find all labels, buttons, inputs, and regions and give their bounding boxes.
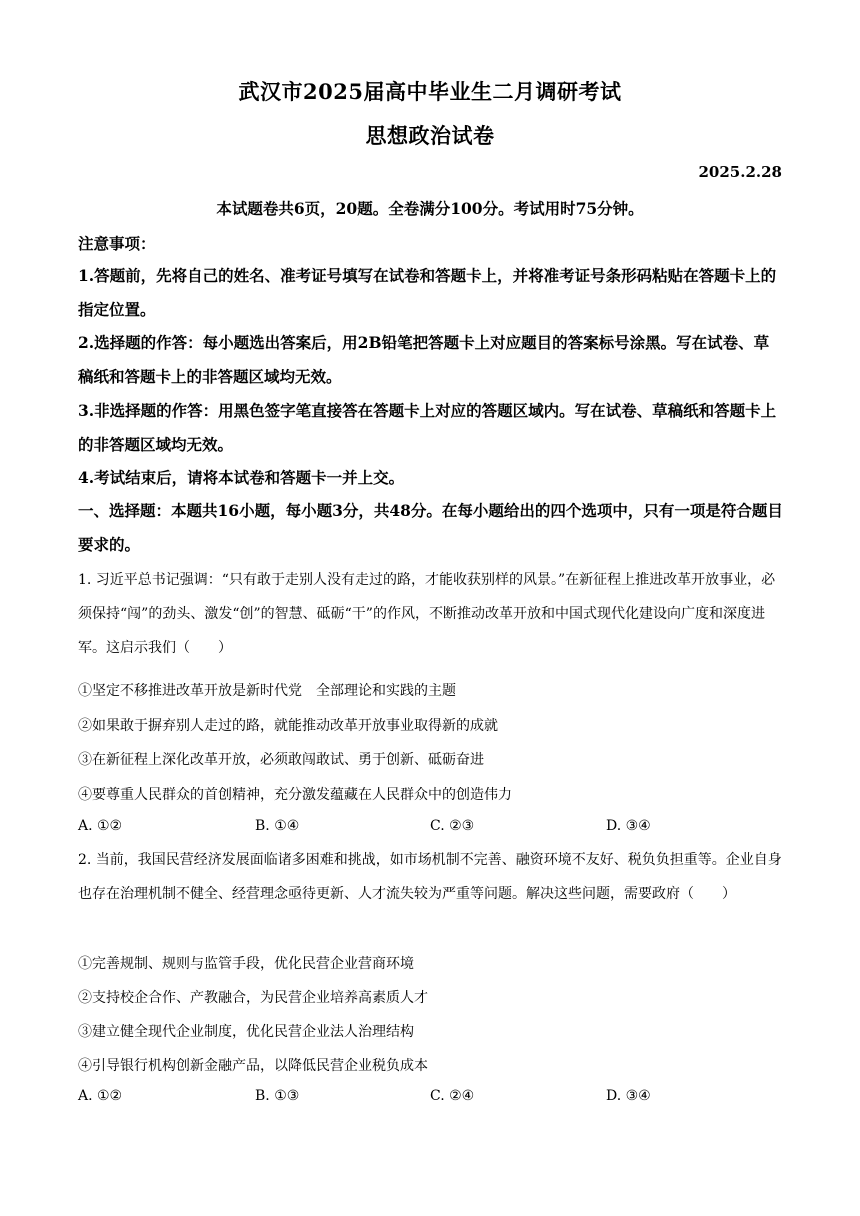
note-item-4: 4.考试结束后，请将本试卷和答题卡一并上交。 bbox=[78, 468, 405, 487]
question-2-statement-4: ④引导银行机构创新金融产品，以降低民营企业税负成本 bbox=[78, 1058, 428, 1074]
note-item-3: 3.非选择题的作答：用黑色签字笔直接答在答题卡上对应的答题区域内。写在试卷、草稿纸和答题卡上的非答题区域均无效。 bbox=[78, 401, 777, 454]
question-2-stem: 2. 当前，我国民营经济发展面临诸多困难和挑战，如市场机制不完善、融资环境不友好、税负负担重等。企业自身也存在治理机制不健全、经营理念亟待更新、人才流失较为严重等问题。解决这些问题，需要政府（ ） bbox=[78, 852, 782, 902]
exam-title: 武汉市2025届高中毕业生二月调研考试 bbox=[238, 79, 622, 104]
question-1-statement-1: ①坚定不移推进改革开放是新时代党 全部理论和实践的主题 bbox=[78, 683, 456, 699]
note-item-1: 1.答题前，先将自己的姓名、准考证号填写在试卷和答题卡上，并将准考证号条形码粘贴在答题卡上的指定位置。 bbox=[78, 266, 777, 319]
question-2-option-c: C. ②④ bbox=[430, 1088, 475, 1104]
question-1-option-c: C. ②③ bbox=[430, 818, 475, 834]
question-2-option-d: D. ③④ bbox=[606, 1088, 651, 1104]
question-2-statement-2: ②支持校企合作、产教融合，为民营企业培养高素质人才 bbox=[78, 990, 428, 1006]
question-1-option-b: B. ①④ bbox=[255, 818, 300, 834]
question-1-statement-3: ③在新征程上深化改革开放，必须敢闯敢试、勇于创新、砥砺奋进 bbox=[78, 752, 484, 768]
question-1-option-d: D. ③④ bbox=[606, 818, 651, 834]
exam-date: 2025.2.28 bbox=[698, 163, 782, 181]
question-2-option-b: B. ①③ bbox=[255, 1088, 300, 1104]
exam-subject-title: 思想政治试卷 bbox=[365, 123, 495, 148]
question-2-option-a: A. ①② bbox=[78, 1088, 123, 1104]
question-1-option-a: A. ①② bbox=[78, 818, 123, 834]
exam-intro: 本试题卷共6页，20题。全卷满分100分。考试用时75分钟。 bbox=[216, 199, 644, 218]
question-2-statement-3: ③建立健全现代企业制度，优化民营企业法人治理结构 bbox=[78, 1024, 414, 1040]
section-heading: 一、选择题：本题共16小题，每小题3分，共48分。在每小题给出的四个选项中，只有一项是符合题目要求的。 bbox=[78, 501, 783, 554]
question-1-statement-4: ④要尊重人民群众的首创精神，充分激发蕴藏在人民群众中的创造伟力 bbox=[78, 787, 512, 803]
notes-heading: 注意事项： bbox=[78, 234, 156, 253]
question-1-statement-2: ②如果敢于摒弃别人走过的路，就能推动改革开放事业取得新的成就 bbox=[78, 718, 498, 734]
question-1-stem: 1. 习近平总书记强调：“只有敢于走别人没有走过的路，才能收获别样的风景。”在新征程上推进改革开放事业，必须保持“闯”的劲头、激发“创”的智慧、砥砺“干”的作风，不断推动改革开放和中国式现代化建设向广度和深度进军。这启示我们（ ） bbox=[78, 572, 776, 656]
note-item-2: 2.选择题的作答：每小题选出答案后，用2B铅笔把答题卡上对应题目的答案标号涂黑。写在试卷、草稿纸和答题卡上的非答题区域均无效。 bbox=[78, 333, 770, 386]
question-2-statement-1: ①完善规制、规则与监管手段，优化民营企业营商环境 bbox=[78, 956, 414, 972]
